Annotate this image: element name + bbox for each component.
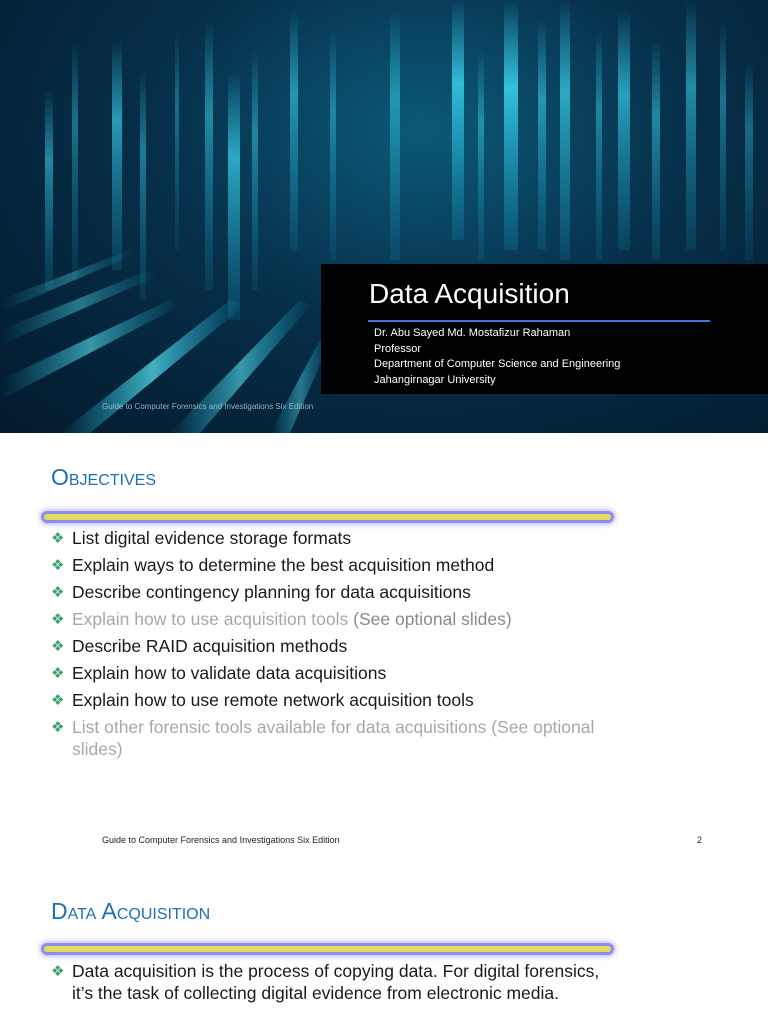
four-petal-diamond-bullet-icon: ❖ <box>51 692 65 709</box>
title-slide-footer: Guide to Computer Forensics and Investigations Six Edition <box>102 402 314 411</box>
title-divider-bar <box>44 946 611 952</box>
page-number: 2 <box>697 835 703 845</box>
four-petal-diamond-bullet-icon: ❖ <box>51 638 65 655</box>
presentation-title: Data Acquisition <box>369 278 570 309</box>
list-item: ❖ Explain how to validate data acquisitions <box>51 663 387 683</box>
four-petal-diamond-bullet-icon: ❖ <box>51 665 65 682</box>
four-petal-diamond-bullet-icon: ❖ <box>51 963 65 980</box>
list-item: ❖ Describe contingency planning for data acquisitions <box>51 582 471 602</box>
list-item: ❖ Explain how to use remote network acquisition tools <box>51 690 474 710</box>
list-item: ❖ Data acquisition is the process of copying data. For digital forensics, it’s the task of collecting digital evidence from electronic media. <box>51 961 600 1003</box>
slide-footer: Guide to Computer Forensics and Investigations Six Edition <box>102 835 340 845</box>
author-position: Professor <box>374 342 422 355</box>
author-block <box>374 326 620 388</box>
objectives-list <box>51 527 611 765</box>
author-name: Dr. Abu Sayed Md. Mostafizur Rahaman <box>374 327 571 339</box>
author-department: Department of Computer Science and Engineering <box>374 358 621 370</box>
list-item: ❖ Describe RAID acquisition methods <box>51 636 348 656</box>
four-petal-diamond-bullet-icon: ❖ <box>51 719 65 736</box>
data-acquisition-list <box>51 960 611 1009</box>
title-slide <box>0 0 768 433</box>
optional-note: (See optional slides) <box>348 609 512 629</box>
title-box <box>321 264 768 394</box>
title-underline <box>368 320 710 322</box>
four-petal-diamond-bullet-icon: ❖ <box>51 530 65 547</box>
objectives-title: Objectives <box>51 464 157 490</box>
four-petal-diamond-bullet-icon: ❖ <box>51 611 65 628</box>
list-item: ❖ List other forensic tools available for data acquisitions (See optional slides) <box>51 717 595 759</box>
data-acquisition-title: Data Acquisition <box>51 898 211 924</box>
list-item: ❖ Explain how to use acquisition tools (See optional slides) <box>51 609 512 629</box>
author-university: Jahangirnagar University <box>374 373 496 386</box>
four-petal-diamond-bullet-icon: ❖ <box>51 584 65 601</box>
title-divider-bar <box>44 514 611 520</box>
list-item: ❖ Explain ways to determine the best acquisition method <box>51 555 495 575</box>
list-item: ❖ List digital evidence storage formats <box>51 528 352 548</box>
four-petal-diamond-bullet-icon: ❖ <box>51 557 65 574</box>
